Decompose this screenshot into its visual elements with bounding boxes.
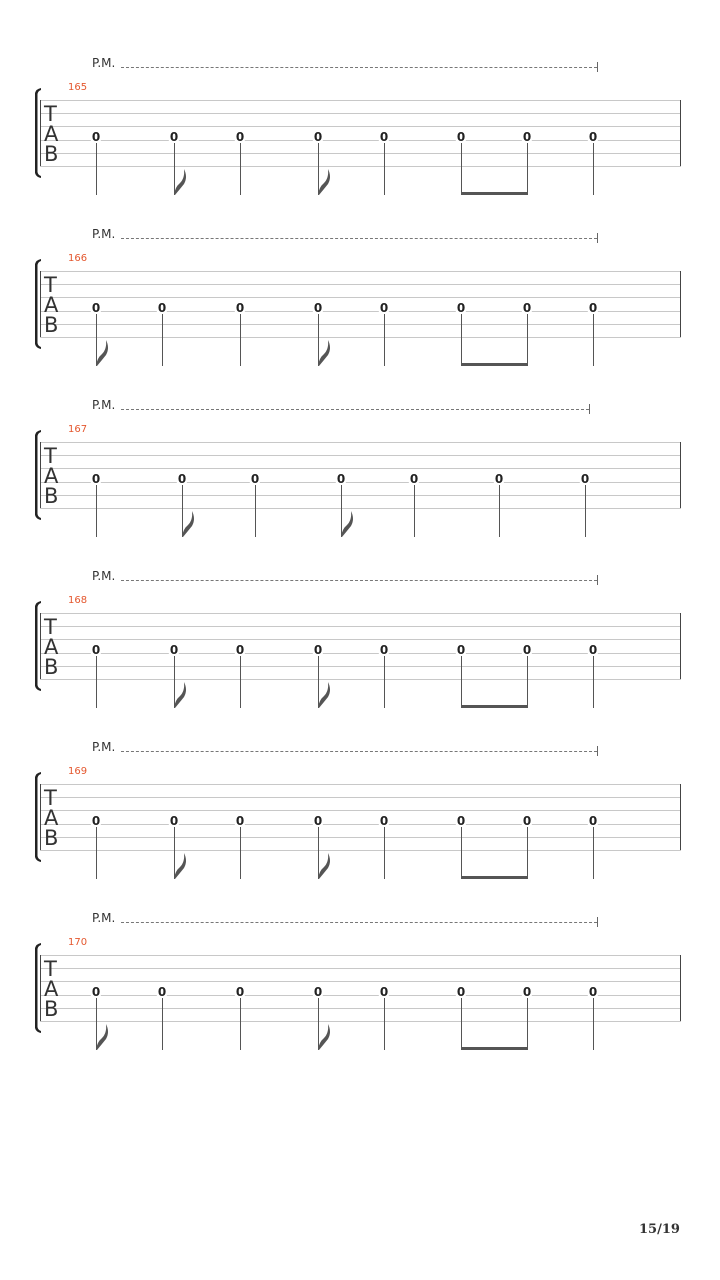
string-line <box>40 126 681 127</box>
fret-number: 0 <box>494 472 504 486</box>
palm-mute-label: P.M. <box>92 740 116 754</box>
fret-number: 0 <box>169 643 179 657</box>
fret-number: 0 <box>588 301 598 315</box>
string-line <box>40 113 681 114</box>
string-line <box>40 324 681 325</box>
measure-number: 165 <box>68 82 88 93</box>
fret-number: 0 <box>169 814 179 828</box>
palm-mute-label: P.M. <box>92 227 116 241</box>
palm-mute-end-mark <box>597 746 598 756</box>
fret-number: 0 <box>379 643 389 657</box>
barline-end <box>680 613 681 679</box>
tab-clef-letter: T <box>44 615 57 639</box>
note-stem <box>96 656 97 708</box>
fret-number: 0 <box>456 643 466 657</box>
palm-mute-end-mark <box>597 575 598 585</box>
string-line <box>40 166 681 167</box>
barline-start <box>40 613 41 679</box>
tab-clef-letter: B <box>44 655 59 679</box>
measure-number: 167 <box>68 424 88 435</box>
fret-number: 0 <box>313 301 323 315</box>
palm-mute-end-mark <box>597 233 598 243</box>
note-stem <box>527 143 528 195</box>
eighth-note-flag-icon <box>96 338 112 366</box>
tab-clef-letter: A <box>44 806 59 830</box>
eighth-note-flag-icon <box>318 167 334 195</box>
note-stem <box>96 485 97 537</box>
eighth-note-flag-icon <box>174 851 190 879</box>
tab-system <box>0 741 720 912</box>
fret-number: 0 <box>379 814 389 828</box>
string-line <box>40 981 681 982</box>
string-line <box>40 679 681 680</box>
note-beam <box>461 876 528 879</box>
string-line <box>40 297 681 298</box>
fret-number: 0 <box>157 301 167 315</box>
string-line <box>40 1021 681 1022</box>
note-stem <box>240 314 241 366</box>
tab-clef-letter: B <box>44 142 59 166</box>
fret-number: 0 <box>91 301 101 315</box>
palm-mute-extension-line <box>121 580 597 581</box>
tab-clef-letter: B <box>44 997 59 1021</box>
fret-number: 0 <box>157 985 167 999</box>
fret-number: 0 <box>91 814 101 828</box>
fret-number: 0 <box>235 643 245 657</box>
string-line <box>40 837 681 838</box>
string-line <box>40 784 681 785</box>
fret-number: 0 <box>588 130 598 144</box>
page-number: 15/19 <box>639 1222 680 1237</box>
eighth-note-flag-icon <box>96 1022 112 1050</box>
fret-number: 0 <box>336 472 346 486</box>
barline-end <box>680 955 681 1021</box>
string-line <box>40 666 681 667</box>
note-stem <box>461 656 462 708</box>
tab-clef-letter: T <box>44 957 57 981</box>
fret-number: 0 <box>235 130 245 144</box>
fret-number: 0 <box>235 985 245 999</box>
fret-number: 0 <box>177 472 187 486</box>
note-stem <box>593 998 594 1050</box>
fret-number: 0 <box>313 130 323 144</box>
note-stem <box>384 656 385 708</box>
note-stem <box>384 314 385 366</box>
eighth-note-flag-icon <box>341 509 357 537</box>
fret-number: 0 <box>522 301 532 315</box>
barline-end <box>680 784 681 850</box>
string-line <box>40 140 681 141</box>
fret-number: 0 <box>235 814 245 828</box>
measure-number: 168 <box>68 595 88 606</box>
tab-staff <box>40 271 681 337</box>
note-stem <box>527 827 528 879</box>
note-stem <box>593 656 594 708</box>
string-line <box>40 311 681 312</box>
barline-end <box>680 442 681 508</box>
fret-number: 0 <box>313 643 323 657</box>
note-stem <box>461 827 462 879</box>
eighth-note-flag-icon <box>318 1022 334 1050</box>
fret-number: 0 <box>313 985 323 999</box>
string-line <box>40 968 681 969</box>
tab-clef-letter: T <box>44 444 57 468</box>
tab-system <box>0 228 720 399</box>
palm-mute-extension-line <box>121 751 597 752</box>
eighth-note-flag-icon <box>182 509 198 537</box>
note-stem <box>593 314 594 366</box>
note-stem <box>585 485 586 537</box>
note-stem <box>461 143 462 195</box>
string-line <box>40 337 681 338</box>
eighth-note-flag-icon <box>318 338 334 366</box>
note-stem <box>96 827 97 879</box>
eighth-note-flag-icon <box>174 680 190 708</box>
measure-number: 170 <box>68 937 88 948</box>
fret-number: 0 <box>456 985 466 999</box>
fret-number: 0 <box>91 985 101 999</box>
string-line <box>40 100 681 101</box>
fret-number: 0 <box>91 643 101 657</box>
barline-end <box>680 271 681 337</box>
note-stem <box>96 143 97 195</box>
string-line <box>40 613 681 614</box>
note-stem <box>461 998 462 1050</box>
string-line <box>40 653 681 654</box>
tab-clef-letter: A <box>44 977 59 1001</box>
tab-system <box>0 399 720 570</box>
fret-number: 0 <box>580 472 590 486</box>
fret-number: 0 <box>91 130 101 144</box>
string-line <box>40 271 681 272</box>
note-stem <box>414 485 415 537</box>
note-stem <box>384 143 385 195</box>
fret-number: 0 <box>235 301 245 315</box>
note-stem <box>461 314 462 366</box>
measure-number: 166 <box>68 253 88 264</box>
note-stem <box>527 314 528 366</box>
fret-number: 0 <box>456 814 466 828</box>
note-stem <box>240 998 241 1050</box>
tab-clef-letter: T <box>44 102 57 126</box>
barline-start <box>40 955 41 1021</box>
palm-mute-extension-line <box>121 67 597 68</box>
fret-number: 0 <box>588 814 598 828</box>
tab-clef-letter: A <box>44 122 59 146</box>
tab-staff <box>40 784 681 850</box>
string-line <box>40 850 681 851</box>
note-beam <box>461 705 528 708</box>
note-stem <box>527 656 528 708</box>
tab-clef-letter: T <box>44 273 57 297</box>
note-stem <box>593 827 594 879</box>
fret-number: 0 <box>313 814 323 828</box>
palm-mute-end-mark <box>597 917 598 927</box>
fret-number: 0 <box>250 472 260 486</box>
palm-mute-label: P.M. <box>92 56 116 70</box>
note-stem <box>384 827 385 879</box>
fret-number: 0 <box>379 985 389 999</box>
palm-mute-label: P.M. <box>92 569 116 583</box>
string-line <box>40 455 681 456</box>
string-line <box>40 468 681 469</box>
barline-start <box>40 100 41 166</box>
string-line <box>40 153 681 154</box>
string-line <box>40 955 681 956</box>
tab-clef-letter: B <box>44 484 59 508</box>
palm-mute-end-mark <box>589 404 590 414</box>
measure-number: 169 <box>68 766 88 777</box>
eighth-note-flag-icon <box>318 851 334 879</box>
tab-staff <box>40 613 681 679</box>
fret-number: 0 <box>522 130 532 144</box>
string-line <box>40 995 681 996</box>
fret-number: 0 <box>409 472 419 486</box>
note-stem <box>240 827 241 879</box>
note-stem <box>255 485 256 537</box>
palm-mute-end-mark <box>597 62 598 72</box>
tab-clef-letter: A <box>44 635 59 659</box>
note-stem <box>499 485 500 537</box>
tab-staff <box>40 955 681 1021</box>
fret-number: 0 <box>169 130 179 144</box>
barline-start <box>40 442 41 508</box>
string-line <box>40 810 681 811</box>
fret-number: 0 <box>522 985 532 999</box>
barline-start <box>40 271 41 337</box>
fret-number: 0 <box>456 130 466 144</box>
note-stem <box>162 314 163 366</box>
fret-number: 0 <box>588 985 598 999</box>
string-line <box>40 442 681 443</box>
note-stem <box>527 998 528 1050</box>
tab-clef-letter: B <box>44 313 59 337</box>
tab-clef-letter: B <box>44 826 59 850</box>
string-line <box>40 626 681 627</box>
tab-staff <box>40 100 681 166</box>
eighth-note-flag-icon <box>174 167 190 195</box>
string-line <box>40 1008 681 1009</box>
string-line <box>40 284 681 285</box>
tab-system <box>0 912 720 1083</box>
note-stem <box>384 998 385 1050</box>
barline-end <box>680 100 681 166</box>
tab-clef-letter: T <box>44 786 57 810</box>
fret-number: 0 <box>91 472 101 486</box>
note-stem <box>162 998 163 1050</box>
fret-number: 0 <box>456 301 466 315</box>
eighth-note-flag-icon <box>318 680 334 708</box>
palm-mute-extension-line <box>121 922 597 923</box>
string-line <box>40 639 681 640</box>
tab-system <box>0 57 720 228</box>
string-line <box>40 824 681 825</box>
tab-clef-letter: A <box>44 464 59 488</box>
fret-number: 0 <box>522 643 532 657</box>
palm-mute-label: P.M. <box>92 398 116 412</box>
palm-mute-extension-line <box>121 238 597 239</box>
palm-mute-extension-line <box>121 409 589 410</box>
tab-clef-letter: A <box>44 293 59 317</box>
note-beam <box>461 1047 528 1050</box>
fret-number: 0 <box>379 130 389 144</box>
note-beam <box>461 363 528 366</box>
note-beam <box>461 192 528 195</box>
note-stem <box>593 143 594 195</box>
note-stem <box>240 656 241 708</box>
note-stem <box>240 143 241 195</box>
fret-number: 0 <box>522 814 532 828</box>
tab-system <box>0 570 720 741</box>
fret-number: 0 <box>379 301 389 315</box>
palm-mute-label: P.M. <box>92 911 116 925</box>
fret-number: 0 <box>588 643 598 657</box>
barline-start <box>40 784 41 850</box>
string-line <box>40 797 681 798</box>
